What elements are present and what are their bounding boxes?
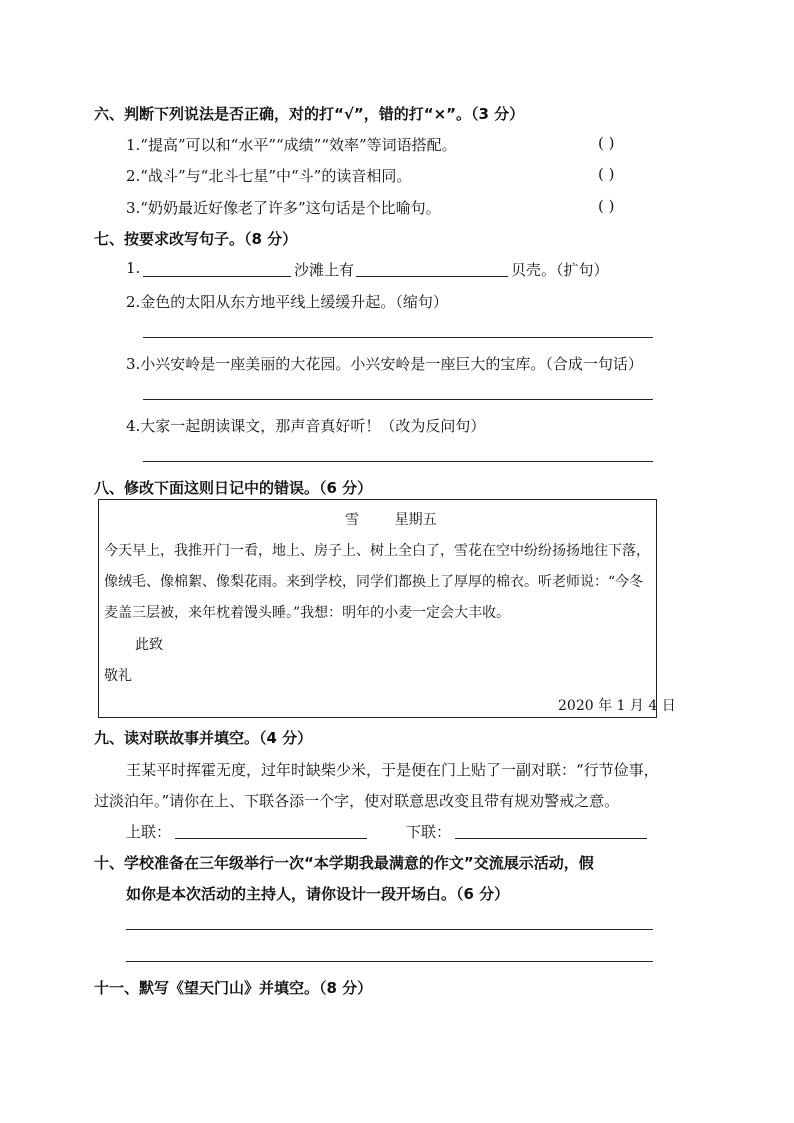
s7-q4: 4.大家一起朗读课文，那声音真好听！（改为反问句） [126,417,486,435]
s9-paragraph-line-1: 王某平时挥霍无度，过年时缺柴少米，于是便在门上贴了一副对联：“行节俭事， [126,761,659,779]
section-8-heading: 八、修改下面这则日记中的错误。（6 分） [94,479,373,497]
diary-line-3: 麦盖三层被，来年枕着馒头睡。”我想：明年的小麦一定会大丰收。 [104,605,511,621]
s9-upper-label: 上联： [126,823,172,841]
s9-lower-label: 下联： [406,823,452,841]
s7-q3-answer-line[interactable] [143,399,653,400]
s7-q1-blank-2[interactable] [356,276,508,277]
section-10-heading-line-2: 如你是本次活动的主持人，请你设计一段开场白。（6 分） [126,885,510,903]
s10-answer-line-1[interactable] [126,929,653,930]
s9-lower-blank[interactable] [455,838,647,839]
section-11-heading: 十一、默写《望天门山》并填空。（8 分） [94,979,373,997]
s7-q2: 2.金色的太阳从东方地平线上缓缓升起。（缩句） [126,293,448,311]
s9-upper-blank[interactable] [175,838,367,839]
diary-jingli: 敬礼 [104,668,132,684]
s10-answer-line-2[interactable] [126,961,653,962]
section-9-heading: 九、读对联故事并填空。（4 分） [94,729,313,747]
diary-date: 2020 年 1 月 4 日 [558,698,676,714]
s7-q4-answer-line[interactable] [143,461,653,462]
s6-item-2: 2.“战斗”与“北斗七星”中“斗”的读音相同。 [126,167,412,185]
diary-cizhi: 此致 [135,637,163,653]
s6-item-3: 3.“奶奶最近好像老了许多”这句话是个比喻句。 [126,199,441,217]
diary-line-2: 像绒毛、像棉絮、像梨花雨。来到学校，同学们都换上了厚厚的棉衣。听老师说：“今冬 [104,574,644,590]
diary-title: 雪 星期五 [345,512,437,528]
s6-item-1: 1.“提高”可以和“水平”“成绩”“效率”等词语搭配。 [126,136,457,154]
s6-answer-paren-2[interactable]: ( ) [598,165,615,183]
section-6-heading: 六、判断下列说法是否正确，对的打“√”，错的打“×”。（3 分） [94,105,525,123]
section-10-heading-line-1: 十、学校准备在三年级举行一次“本学期我最满意的作文”交流展示活动，假 [94,854,594,872]
diary-line-1: 今天早上，我推开门一看，地上、房子上、树上全白了，雪花在空中纷纷扬扬地往下落， [104,543,650,559]
s7-q1-middle: 沙滩上有 [294,261,355,279]
section-7-heading: 七、按要求改写句子。（8 分） [94,230,298,248]
s7-q3: 3.小兴安岭是一座美丽的大花园。小兴安岭是一座巨大的宝库。（合成一句话） [126,355,643,373]
s7-q1-end: 贝壳。（扩句） [511,261,609,279]
s6-answer-paren-1[interactable]: ( ) [598,134,615,152]
s7-q1-blank-1[interactable] [143,276,291,277]
s9-paragraph-line-2: 过淡泊年。”请你在上、下联各添一个字，使对联意思改变且带有规劝警戒之意。 [94,792,620,810]
s7-q1-number: 1. [126,259,141,277]
s7-q2-answer-line[interactable] [143,337,653,338]
s6-answer-paren-3[interactable]: ( ) [598,197,615,215]
